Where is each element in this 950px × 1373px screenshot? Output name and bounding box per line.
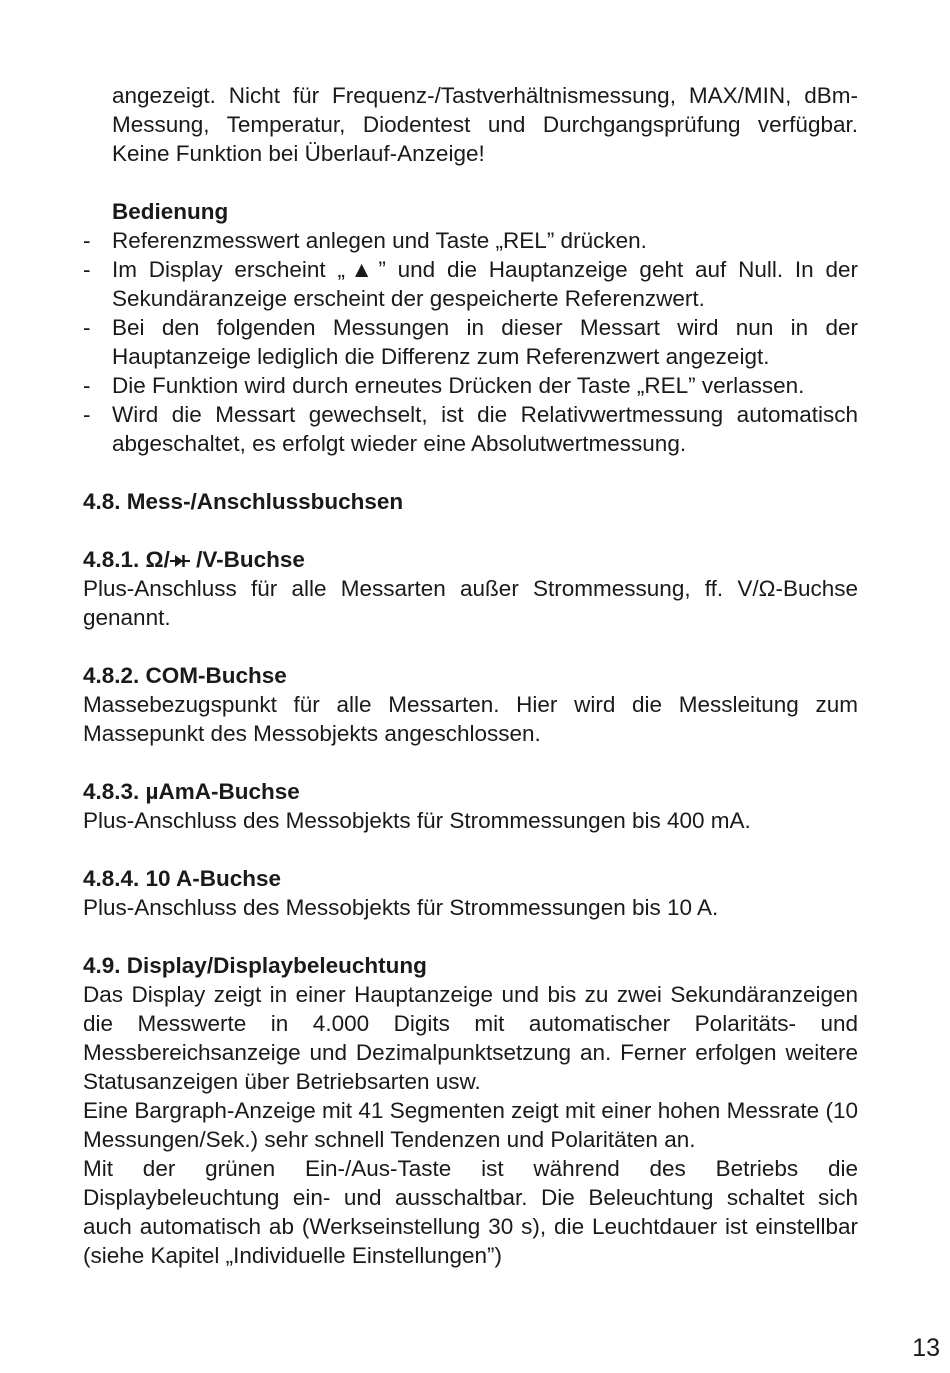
operation-heading: Bedienung — [112, 199, 229, 224]
page-number: 13 — [912, 1334, 940, 1362]
list-item-text: Im Display erscheint „▲” und die Hauptanzeige geht auf Null. In der Sekundäranzeige erscheint der gespeicherte Referenzwert. — [112, 257, 858, 311]
section-paragraph: Das Display zeigt in einer Hauptanzeige und bis zu zwei Sekundäranzeigen die Messwerte in 4.000 Digits mit automatischer Polaritäts- und Messbereichsanzeige und Dezimalpunktsetzung an. Ferner erfolgen weitere Statusanzeigen über Betriebsarten usw. — [83, 982, 858, 1094]
intro-continuation: angezeigt. Nicht für Frequenz-/Tastverhältnismessung, MAX/MIN, dBm-Messung, Temperatur, Diodentest und Durchgangsprüfung verfügbar. Keine Funktion bei Überlauf-Anzeige! — [112, 83, 858, 166]
list-marker: - — [83, 402, 91, 427]
list-marker: - — [83, 315, 91, 340]
operation-list — [83, 226, 858, 458]
section-heading-4-8-2: 4.8.2. COM-Buchse — [83, 663, 287, 688]
section-heading-4-8-4: 4.8.4. 10 A-Buchse — [83, 866, 282, 891]
list-marker: - — [83, 228, 91, 253]
section-body-4-8-3: Plus-Anschluss des Messobjekts für Strommessungen bis 400 mA. — [83, 808, 751, 833]
page-content — [83, 81, 858, 1270]
list-item — [83, 371, 858, 400]
list-item — [83, 313, 858, 371]
list-marker: - — [83, 373, 91, 398]
heading-suffix: /V-Buchse — [189, 547, 305, 572]
section-body-4-8-4: Plus-Anschluss des Messobjekts für Strommessungen bis 10 A. — [83, 895, 719, 920]
diode-icon — [170, 553, 190, 569]
section-body-4-8-1: Plus-Anschluss für alle Messarten außer Strommessung, ff. V/Ω-Buchse genannt. — [83, 576, 858, 630]
list-marker: - — [83, 257, 91, 282]
list-item-text: Bei den folgenden Messungen in dieser Messart wird nun in der Hauptanzeige lediglich die Differenz zum Referenzwert angezeigt. — [112, 315, 858, 369]
section-paragraph: Mit der grünen Ein-/Aus-Taste ist während des Betriebs die Displaybeleuchtung ein- und ausschaltbar. Die Beleuchtung schaltet sich auch automatisch ab (Werkseinstellung 30 s), die Leuchtdauer ist einstellbar (siehe Kapitel „Individuelle Einstellungen”) — [83, 1156, 858, 1268]
list-item-text: Wird die Messart gewechselt, ist die Relativwertmessung automatisch abgeschaltet, es erfolgt wieder eine Absolutwertmessung. — [112, 402, 858, 456]
list-item — [83, 226, 858, 255]
section-paragraph: Eine Bargraph-Anzeige mit 41 Segmenten zeigt mit einer hohen Messrate (10 Messungen/Sek.) sehr schnell Tendenzen und Polaritäten an. — [83, 1098, 858, 1152]
list-item — [83, 400, 858, 458]
list-item — [83, 255, 858, 313]
section-heading-4-8-1 — [83, 545, 858, 574]
section-heading-4-8: 4.8. Mess-/Anschlussbuchsen — [83, 489, 404, 514]
section-heading-4-8-3: 4.8.3. µAmA-Buchse — [83, 779, 300, 804]
list-item-text: Die Funktion wird durch erneutes Drücken der Taste „REL” verlassen. — [112, 373, 805, 398]
section-heading-4-9: 4.9. Display/Displaybeleuchtung — [83, 953, 427, 978]
section-body-4-8-2: Massebezugspunkt für alle Messarten. Hier wird die Messleitung zum Massepunkt des Messobjekts angeschlossen. — [83, 692, 858, 746]
list-item-text: Referenzmesswert anlegen und Taste „REL” drücken. — [112, 228, 647, 253]
heading-prefix: 4.8.1. Ω/ — [83, 547, 170, 572]
